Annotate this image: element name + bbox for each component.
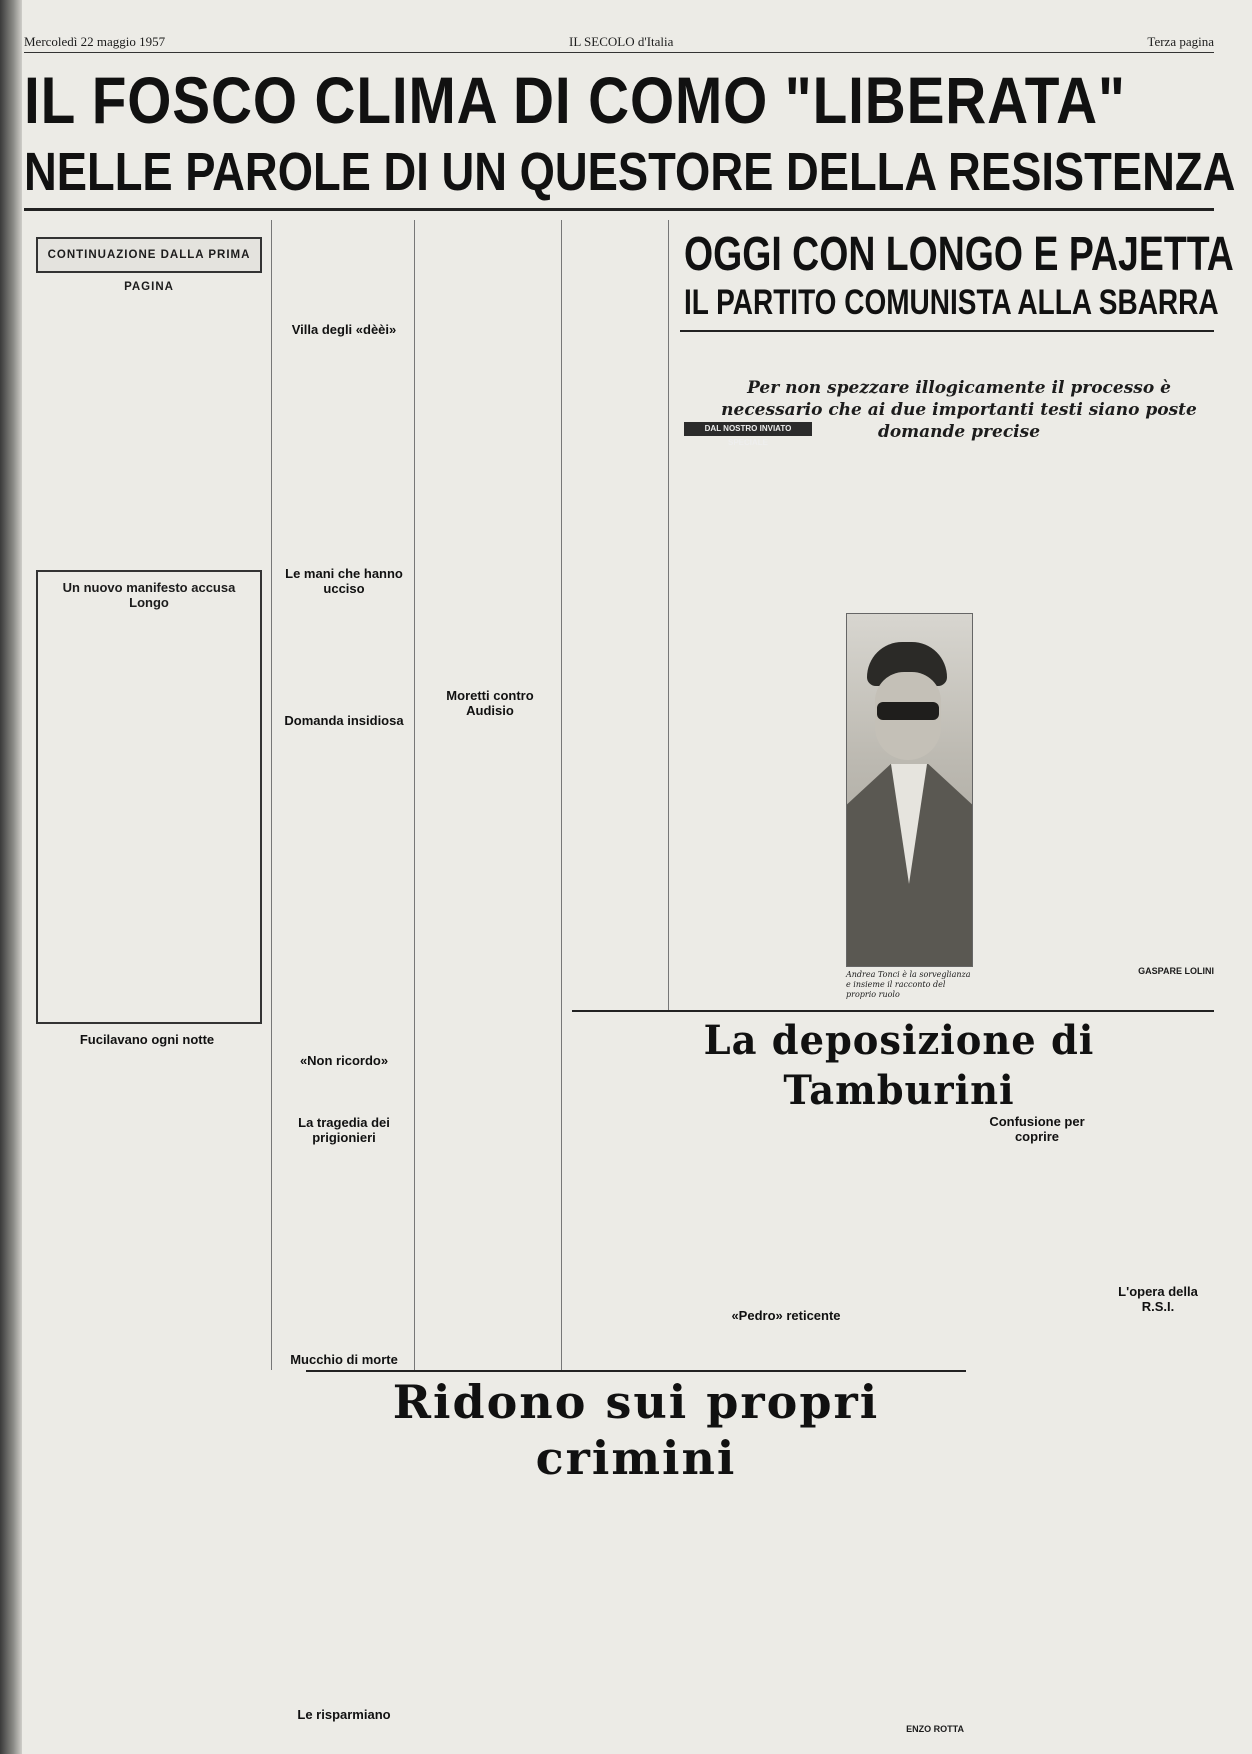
- byline-box: DAL NOSTRO INVIATO SPECIALE: [684, 422, 812, 436]
- subhead-non-ricordo: «Non ricordo»: [299, 1053, 389, 1068]
- column-rule: [668, 220, 669, 1010]
- portrait-photo: [846, 613, 973, 967]
- deposizione-rule: [572, 1010, 1214, 1012]
- newspaper-page: [24, 30, 1236, 1740]
- ridono-title: Ridono sui propri crimini: [392, 1375, 880, 1485]
- subhead-fucilavano: Fucilavano ogni notte: [79, 1032, 215, 1047]
- masthead-paper: IL SECOLO d'Italia: [569, 34, 674, 49]
- main-headline: IL FOSCO CLIMA DI COMO "LIBERATA": [24, 63, 1126, 137]
- subhead-pedro: «Pedro» reticente: [731, 1308, 841, 1323]
- masthead-date: Mercoledì 22 maggio 1957: [24, 34, 166, 49]
- right-headline-line2: IL PARTITO COMUNISTA ALLA SBARRA: [684, 283, 1219, 322]
- right-rule: [680, 330, 1214, 332]
- subhead-moretti-audisio: Moretti contro Audisio: [446, 688, 534, 718]
- right-deck: Per non spezzare illogicamente il processo è necessario che ai due importanti testi siano poste domande precise: [721, 378, 1197, 442]
- subhead-risparmiano: Le risparmiano: [297, 1707, 391, 1722]
- subhead-mani: Le mani che hanno ucciso: [285, 566, 403, 596]
- subhead-mucchio: Mucchio di morte: [290, 1352, 398, 1367]
- subhead-domanda: Domanda insidiosa: [284, 713, 404, 728]
- manifesto-box-title: Un nuovo manifesto accusa Longo: [62, 580, 236, 610]
- subhead-confusione: Confusione per coprire: [989, 1114, 1085, 1144]
- masthead: [24, 32, 1214, 53]
- subhead-opera-rsi: L'opera della R.S.I.: [1118, 1284, 1198, 1314]
- right-headline-line1: OGGI CON LONGO E PAJETTA: [684, 228, 1234, 281]
- headline-rule: [24, 208, 1214, 211]
- column-rule: [561, 220, 562, 1370]
- deposizione-title: La deposizione di Tamburini: [703, 1017, 1095, 1114]
- right-signature: GASPARE LOLINI: [1138, 966, 1214, 976]
- binding-edge: [0, 0, 22, 1754]
- column-rule: [271, 220, 272, 1370]
- photo-caption: Andrea Tonci è la sorveglianza e insieme il racconto del proprio ruolo: [846, 970, 971, 999]
- manifesto-box: [36, 570, 262, 1024]
- continuation-banner: CONTINUAZIONE DALLA PRIMA PAGINA: [36, 237, 262, 273]
- ridono-rule: [306, 1370, 966, 1372]
- masthead-section: Terza pagina: [1147, 34, 1214, 49]
- sub-headline: NELLE PAROLE DI UN QUESTORE DELLA RESISTENZA: [24, 142, 1236, 202]
- column-rule: [414, 220, 415, 1370]
- subhead-tragedia: La tragedia dei prigionieri: [298, 1115, 390, 1145]
- subhead-villa: Villa degli «dèèi»: [291, 322, 397, 337]
- right-headline: [684, 228, 1234, 324]
- ridono-signature: ENZO ROTTA: [906, 1724, 964, 1734]
